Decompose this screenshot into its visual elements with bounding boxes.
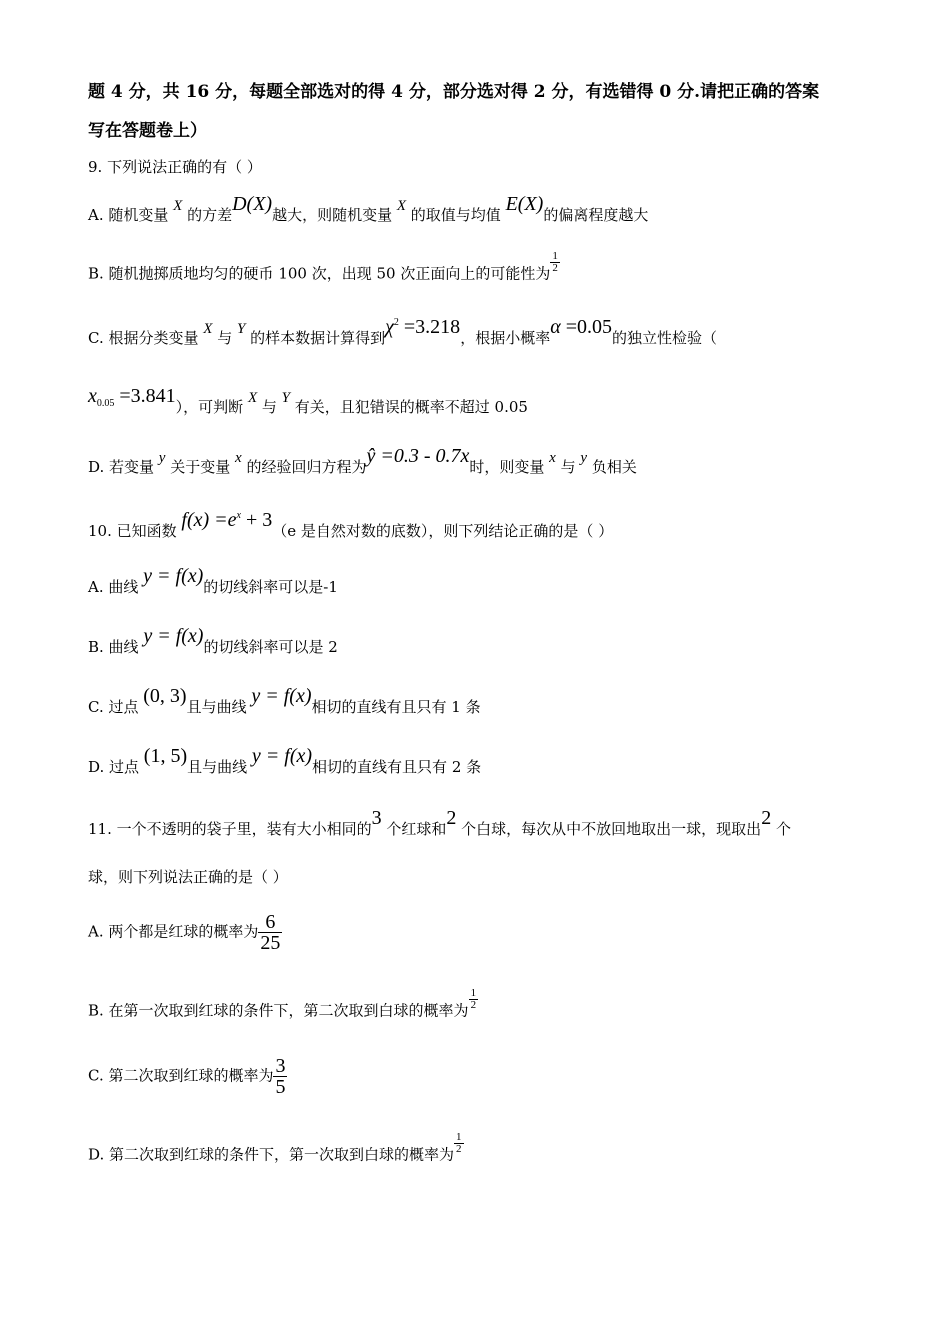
q9c-chi-sup: 2 (393, 317, 399, 328)
question-10-option-c (88, 685, 481, 717)
q9a-t2: 越大，则随机变量 (272, 206, 397, 224)
section-instruction-line-1: 题 4 分，共 16 分，每题全部选对的得 4 分，部分选对得 2 分，有选错得 0 分.请把正确的答案 (88, 82, 820, 102)
q9a-variance: D(X) (232, 193, 273, 215)
question-10-stem (88, 509, 614, 541)
q11d-num: 1 (456, 1131, 462, 1143)
q9c2-t1: ），可判断 (175, 398, 248, 416)
q9c-x: X (203, 321, 213, 337)
q11c-den: 5 (275, 1076, 286, 1098)
q10a-pre: A. 曲线 (88, 578, 144, 596)
section-instruction-line-2: 写在答题卷上） (88, 121, 207, 141)
question-9-option-c-cont (88, 385, 528, 424)
q10c-pre: C. 过点 (88, 698, 144, 716)
q11a-text: A. 两个都是红球的概率为 (88, 922, 259, 941)
q9a-t4: 的偏离程度越大 (543, 206, 649, 224)
q9d-t3: 的经验回归方程为 (241, 458, 367, 476)
q9a-t3: 的取值与均值 (406, 206, 506, 224)
q11b-text: B. 在第一次取到红球的条件下，第二次取到白球的概率为 (88, 1001, 469, 1020)
q9c-t5: 的独立性检验（ (611, 329, 717, 347)
q11-s4: 个 (771, 820, 791, 838)
q10b-pre: B. 曲线 (88, 638, 144, 656)
q9c2-sub: 0.05 (96, 398, 115, 409)
question-11-stem-line-2: 球，则下列说法正确的是（ ） (88, 868, 288, 886)
q9b-text: B. 随机抛掷质地均匀的硬币 100 次，出现 50 次正面向上的可能性为 (88, 264, 551, 283)
q11-n2b: 2 (761, 807, 772, 829)
q9d-x2: x (549, 450, 556, 466)
q9c2-val: =3.841 (114, 385, 176, 407)
q10c-eq: y = f(x) (251, 685, 312, 707)
q11-s2: 个红球和 (381, 820, 447, 838)
q9b-den: 2 (552, 262, 558, 274)
q11b-den: 2 (470, 999, 477, 1011)
q11-s1: 11. 一个不透明的袋子里，装有大小相同的 (88, 820, 372, 838)
q9c-t3: 的样本数据计算得到 (245, 329, 386, 347)
q9b-fraction (550, 251, 560, 274)
q11c-num: 3 (275, 1055, 286, 1077)
question-10-option-a (88, 565, 338, 597)
q10-stem-a: 10. 已知函数 (88, 522, 182, 540)
question-11-option-c (88, 1056, 287, 1096)
q9d-y2: y (580, 450, 588, 466)
q11d-fraction (454, 1132, 464, 1155)
q9a-mean: E(X) (505, 193, 544, 215)
q9c-t4: ，根据小概率 (460, 329, 551, 347)
q10a-eq: y = f(x) (143, 565, 204, 587)
question-9-option-c (88, 316, 717, 349)
q11-n3: 3 (371, 807, 382, 829)
q10d-eq: y = f(x) (251, 745, 313, 767)
q9c-t1: C. 根据分类变量 (88, 329, 204, 347)
q9b-num: 1 (552, 250, 558, 262)
q9d-t2: 关于变量 (165, 458, 236, 476)
question-11-option-d (88, 1131, 464, 1167)
question-10-option-b (88, 625, 338, 657)
q10-plus: + 3 (241, 509, 273, 531)
q11a-num: 6 (265, 911, 276, 933)
q9c2-x: x (88, 385, 97, 407)
q9c2-yv: Y (281, 390, 291, 406)
q9d-t4: 时，则变量 (469, 458, 550, 476)
q9c2-t3: 有关，且犯错误的概率不超过 0.05 (290, 398, 528, 416)
q10-exp: x (236, 510, 241, 521)
q10c-post: 相切的直线有且只有 1 条 (311, 698, 481, 716)
question-9-stem: 9. 下列说法正确的有（ ） (88, 158, 262, 176)
q9d-t5: 与 (555, 458, 581, 476)
q11d-den: 2 (456, 1143, 462, 1155)
q9c-chi-value: =3.218 (398, 316, 461, 338)
question-9-option-b (88, 250, 560, 286)
q9a-var: X (173, 198, 183, 214)
q9d-regression-eq: ŷ =0.3 - 0.7x (366, 445, 470, 467)
q10d-post: 相切的直线有且只有 2 条 (312, 758, 482, 776)
question-11-stem-line-1 (88, 807, 791, 839)
q9c-alpha-value: =0.05 (560, 316, 612, 338)
q9c-y: Y (236, 321, 246, 337)
q9d-t6: 负相关 (587, 458, 637, 476)
q9a-var2: X (396, 198, 407, 214)
q11d-text: D. 第二次取到红球的条件下，第一次取到白球的概率为 (88, 1145, 455, 1164)
q11-n2: 2 (446, 807, 457, 829)
q9a-t1: 的方差 (182, 206, 233, 224)
q9d-t1: D. 若变量 (88, 458, 159, 476)
q9c-chi: χ (385, 316, 394, 338)
q11a-den: 25 (260, 932, 281, 954)
q10-stem-b: （e 是自然对数的底数），则下列结论正确的是（ ） (272, 522, 614, 540)
q10b-post: 的切线斜率可以是 2 (203, 638, 338, 656)
q9c-t2: 与 (212, 329, 237, 347)
question-11-option-b (88, 987, 478, 1023)
q11c-text: C. 第二次取到红球的概率为 (88, 1066, 274, 1085)
question-9-option-a (88, 193, 649, 226)
q10a-post: 的切线斜率可以是-1 (203, 578, 338, 596)
q10d-mid: 且与曲线 (187, 758, 252, 776)
q10d-point: (1, 5) (143, 745, 188, 767)
q9d-x: x (235, 450, 242, 466)
q10c-point: (0, 3) (143, 685, 187, 707)
q11c-fraction (273, 1056, 287, 1097)
q11a-fraction (258, 912, 282, 953)
q9a-label: A. 随机变量 (88, 206, 174, 224)
q10d-pre: D. 过点 (88, 758, 144, 776)
q9c-alpha: α (550, 316, 561, 338)
q9d-y: y (158, 450, 166, 466)
question-11-option-a (88, 912, 282, 952)
q11-s3: 个白球，每次从中不放回地取出一球，现取出 (456, 820, 762, 838)
q10-fx: f(x) =e (181, 509, 237, 531)
q10c-mid: 且与曲线 (186, 698, 252, 716)
q9c2-xv: X (247, 390, 258, 406)
question-9-option-d (88, 445, 637, 478)
q9c2-t2: 与 (257, 398, 282, 416)
q11b-fraction (469, 988, 479, 1011)
q11b-num: 1 (470, 987, 477, 999)
q10b-eq: y = f(x) (143, 625, 204, 647)
question-10-option-d (88, 745, 482, 777)
